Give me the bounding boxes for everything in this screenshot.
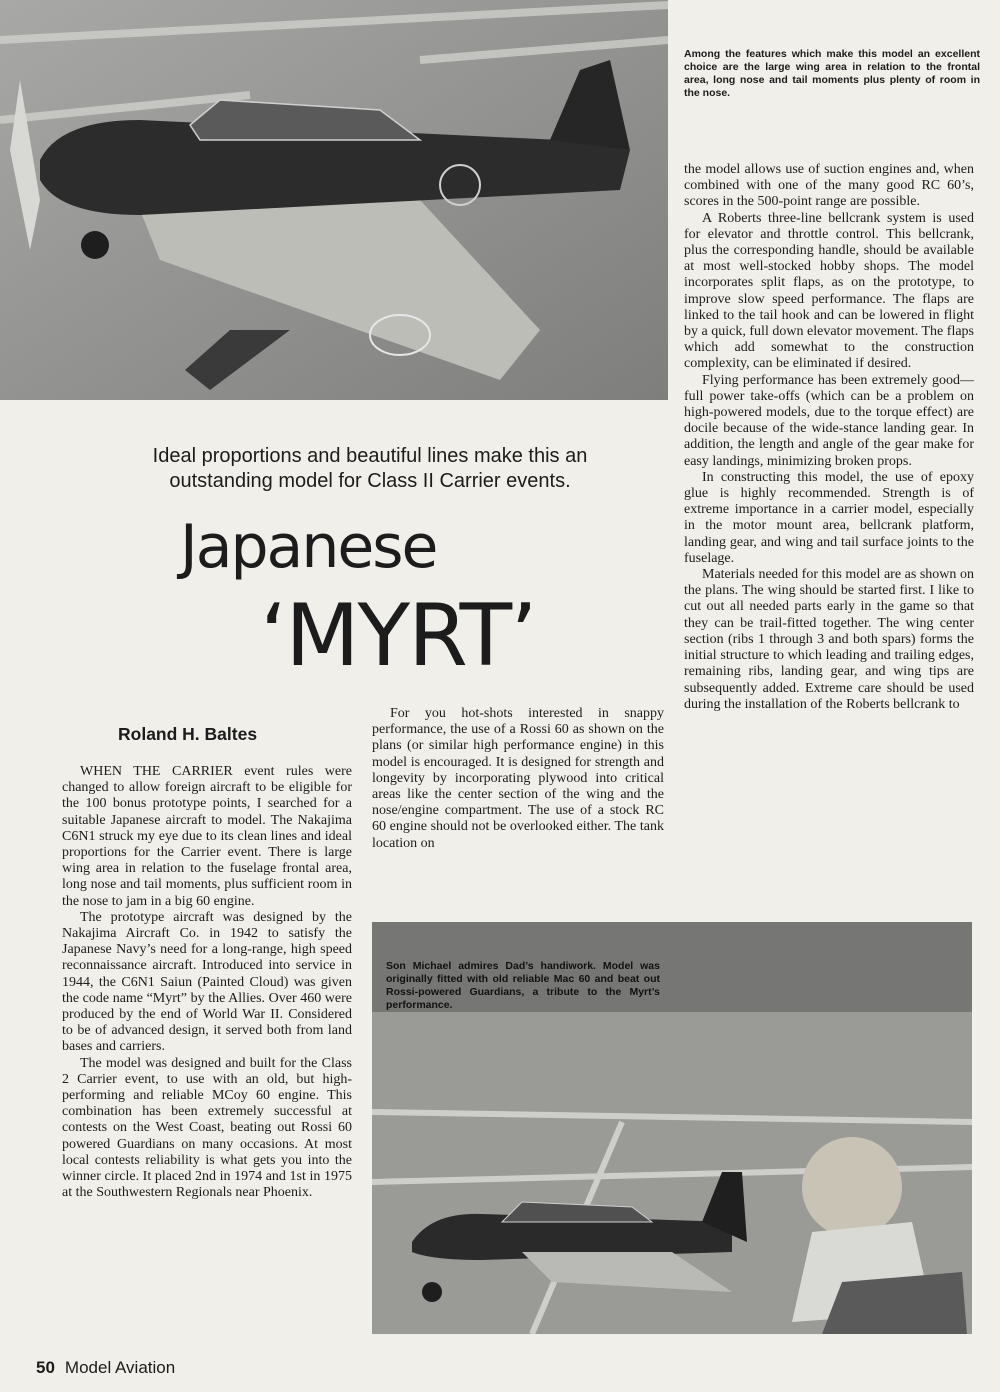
- column-2-paragraph: For you hot-shots interested in snappy performance, the use of a Rossi 60 as shown on the plans (or similar high performance engine) in this model is encouraged. It is designed for strength and longevity by incorporating plywood into critical areas like the center section of the wing and the nose/engine compartment. The use of a stock RC 60 engine should not be overlooked either. The tank location on: [372, 706, 664, 851]
- column-2: [372, 706, 664, 852]
- page-number: 50: [36, 1358, 55, 1377]
- bottom-photo-caption: Son Michael admires Dad’s handiwork. Model was originally fitted with old reliable Mac 60 and beat out Rossi-powered Guardians, a tribute to the Myrt’s performance.: [386, 960, 660, 1011]
- top-photo: [0, 0, 668, 400]
- column-1-paragraph: The model was designed and built for the Class 2 Carrier event, to use with an old, but high-performing and reliable MCoy 60 engine. This combination has been extremely successful at contests on the West Coast, beating out Rossi 60 powered Guardians on many occasions. At most local contests reliability is what gets you into the winner circle. It placed 2nd in 1974 and 1st in 1975 at the Southwestern Regionals near Phoenix.: [62, 1055, 352, 1201]
- column-3-paragraph: A Roberts three-line bellcrank system is used for elevator and throttle control. This bellcrank, plus the corresponding handle, should be available at most well-stocked hobby shops. The model incorporates split flaps, as on the prototype, to improve slow speed performance. The flaps are linked to the tail hook and can be lowered in flight by a quick, full down elevator movement. The flaps which add somewhat to the construction complexity, can be eliminated if desired.: [684, 210, 974, 372]
- column-1-paragraph: The prototype aircraft was designed by the Nakajima Aircraft Co. in 1942 to satisfy the Japanese Navy’s need for a long-range, high speed reconnaissance aircraft. Introduced into service in 1944, the C6N1 Saiun (Painted Cloud) was given the code name “Myrt” by the Allies. Over 460 were produced by the end of World War II. Considered to be of advanced design, it served both from land bases and carriers.: [62, 909, 352, 1055]
- headline-line-2: ‘MYRT’: [260, 586, 536, 686]
- column-3-paragraph: In constructing this model, the use of epoxy glue is highly recommended. Strength is of extreme importance in a carrier model, especially in the motor mount area, bellcrank platform, landing gear, and wing and tail surface joints to the fuselage.: [684, 469, 974, 566]
- column-3-paragraph: the model allows use of suction engines and, when combined with one of the many good RC 60’s, scores in the 500-point range are possible.: [684, 162, 974, 210]
- column-1: [62, 764, 352, 1201]
- magazine-name: Model Aviation: [64, 1358, 176, 1377]
- paragraph-text: event rules were changed to allow foreign aircraft to be eligible for the 100 bonus prototype points, I searched for a suitable Japanese aircraft to model. The Nakajima C6N1 struck my eye due to its clean lines and ideal proportions for the Carrier event. There is large wing area in relation to the fuselage frontal area, long nose and tail moments, plus sufficient room in the nose to jam in a big 60 engine.: [62, 764, 353, 909]
- page-folio: [36, 1358, 175, 1378]
- lead-caps: WHEN THE CARRIER: [80, 764, 233, 779]
- byline: Roland H. Baltes: [118, 724, 258, 744]
- column-1-paragraph: [62, 764, 352, 910]
- headline-line-1: Japanese: [180, 512, 437, 582]
- model-plane-image: [0, 0, 668, 400]
- column-3-paragraph: Flying performance has been extremely good—full power take-offs (which can be a problem on high-powered models, due to the torque effect) are docile because of the wide-stance landing gear. In addition, the length and angle of the gear make for easy landings, minimizing broken props.: [684, 372, 974, 469]
- deck-subtitle: Ideal proportions and beautiful lines make this an outstanding model for Class II Carrier events.: [152, 445, 588, 492]
- column-3-paragraph: Materials needed for this model are as shown on the plans. The wing should be started first. I like to cut out all needed parts early in the game so that they can be trail-fitted together. The wing center section (ribs 1 through 3 and both spars) forms the initial structure to which leading and trailing edges, remaining ribs, landing gear, and wing tips are subsequently added. Extreme care should be used during the installation of the Roberts bellcrank to: [684, 567, 974, 712]
- column-3: [684, 162, 974, 713]
- top-photo-caption: Among the features which make this model an excellent choice are the large wing area in relation to the frontal area, long nose and tail moments plus plenty of room in the nose.: [684, 48, 980, 99]
